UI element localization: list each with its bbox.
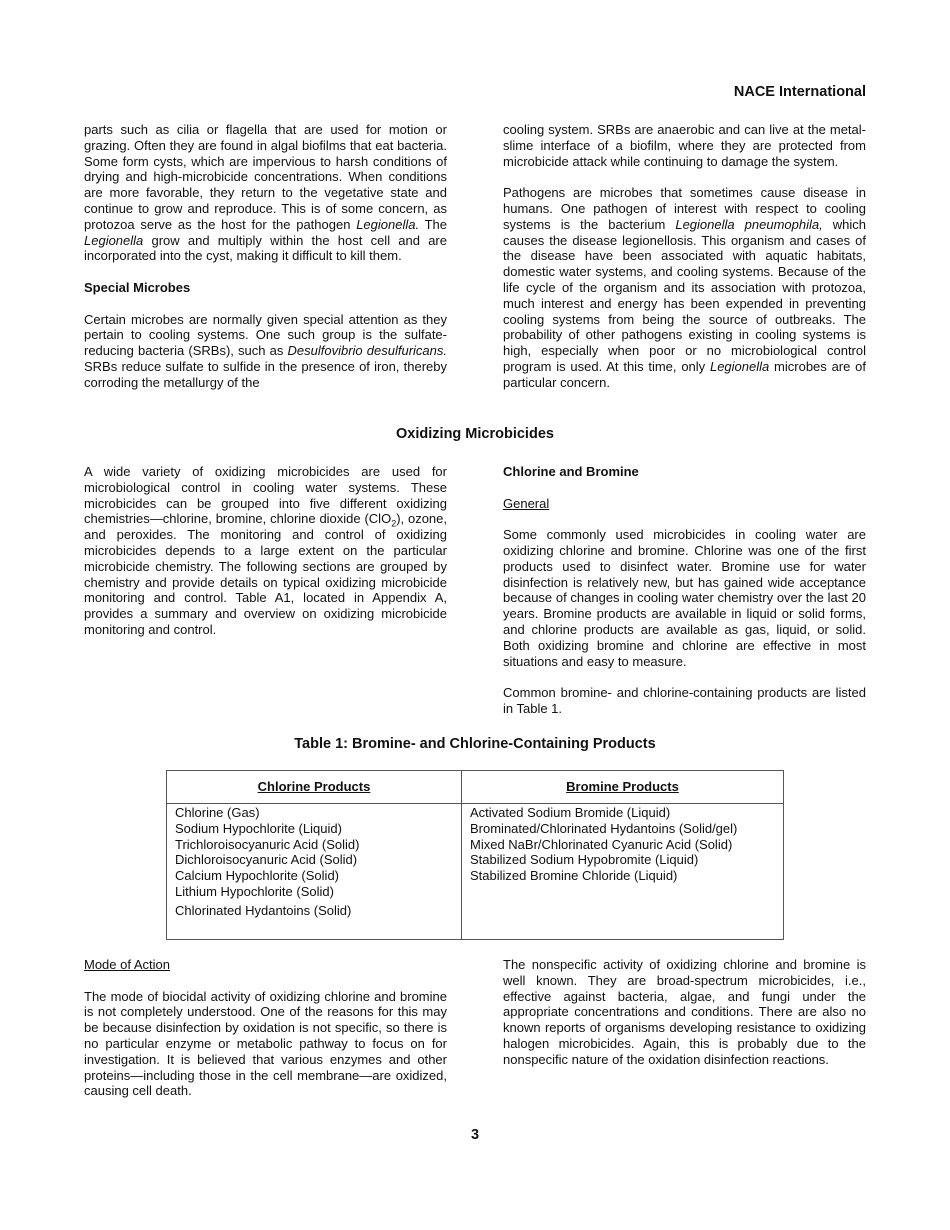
mode-of-action-subheading: Mode of Action: [84, 957, 170, 972]
chlorine-products-cell: [167, 804, 462, 940]
chlorine-product: Chlorinated Hydantoins (Solid): [175, 902, 352, 918]
srb-paragraph: Certain microbes are normally given special attention as they pertain to cooling systems. One such group is the sulfate-reducing bacteria (SRBs), such as Desulfovibrio desulfuricans. SRBs reduce sulfate to sulfide in the presence of iron, thereby corroding the metallurgy of the: [84, 311, 447, 390]
chlorine-product: Chlorine (Gas): [175, 805, 260, 820]
table-caption: Table 1: Bromine- and Chlorine-Containing Products: [294, 736, 656, 752]
chlorine-product: Dichloroisocyanuric Acid (Solid): [175, 852, 358, 868]
top-right-column: [503, 122, 866, 406]
bromine-product: Brominated/Chlorinated Hydantoins (Solid/gel): [470, 820, 738, 836]
bromine-product: Stabilized Bromine Chloride (Liquid): [470, 868, 678, 884]
bromine-product: Mixed NaBr/Chlorinated Cyanuric Acid (Solid): [470, 836, 733, 852]
protozoa-paragraph: parts such as cilia or flagella that are used for motion or grazing. Often they are found in algal biofilms that eat bacteria. Some form cysts, which are impervious to harsh conditions of drying and high-microbicide concentrations. When conditions are more favorable, they return to the vegetative state and continue to grow and reproduce. This is of some concern, as protozoa serve as the host for the pathogen Legionella. The Legionella grow and multiply within the host cell and are incorporated into the cyst, making it difficult to kill them.: [84, 122, 447, 264]
bromine-header: Bromine Products: [462, 771, 784, 804]
table-header-row: [167, 771, 784, 804]
general-paragraph: Some commonly used microbicides in cooling water are oxidizing chlorine and bromine. Chlorine was one of the first products used to disinfect water. Bromine use for water disinfection is relatively new, but has gained wide acceptance because of changes in cooling water chemistry over the last 20 years. Bromine products are available in liquid or solid forms, and chlorine products are available as gas, liquid, or solid. Both oxidizing bromine and chlorine are effective in most situations and easy to measure.: [503, 527, 866, 669]
mid-left-column: [84, 464, 447, 654]
chlorine-product: Trichloroisocyanuric Acid (Solid): [175, 836, 360, 852]
table-reference-paragraph: Common bromine- and chlorine-containing products are listed in Table 1.: [503, 685, 866, 716]
top-left-column: [84, 122, 447, 406]
bottom-left-column: [84, 957, 447, 1115]
bromine-product: Stabilized Sodium Hypobromite (Liquid): [470, 852, 699, 868]
oxidizing-intro-paragraph: A wide variety of oxidizing microbicides are used for microbiological control in cooling water systems. These microbicides can be grouped into five different oxidizing chemistries—chlorine, bromine, chlorine dioxide (ClO$_2$), ozone, and peroxides. The monitoring and control of oxidizing microbicides depends to a large extent on the particular microbicide chemistry. The following sections are grouped by chemistry and provide details on typical oxidizing microbicide monitoring and control. Table A1, located in Appendix A, provides a summary and overview on oxidizing microbicide monitoring and control.: [84, 464, 447, 637]
products-table: [166, 770, 784, 940]
bromine-product: Activated Sodium Bromide (Liquid): [470, 805, 671, 820]
bromine-products-cell: [462, 804, 784, 940]
chlorine-product: Calcium Hypochlorite (Solid): [175, 868, 339, 884]
chlorine-bromine-heading: Chlorine and Bromine: [503, 464, 639, 479]
nonspecific-activity-paragraph: The nonspecific activity of oxidizing chlorine and bromine is well known. They are broad-spectrum microbicides, i.e., effective against bacteria, algae, and fungi under the appropriate concentrations and conditions. There are also no known reports of organisms developing resistance to oxidizing halogen microbicides. Again, this is probably due to the nonspecific nature of the oxidation disinfection reactions.: [503, 957, 866, 1067]
bottom-right-column: [503, 957, 866, 1083]
chlorine-product: Sodium Hypochlorite (Liquid): [175, 820, 342, 836]
srb-continued-paragraph: cooling system. SRBs are anaerobic and can live at the metal-slime interface of a biofilm, where they are protected from microbicide attack while continuing to damage the system.: [503, 122, 866, 169]
special-microbes-heading: Special Microbes: [84, 279, 191, 295]
running-header: NACE International: [733, 84, 866, 100]
section-title: Oxidizing Microbicides: [396, 426, 554, 442]
general-subheading: General: [503, 495, 550, 511]
page-number: 3: [470, 1127, 480, 1143]
mode-of-action-paragraph: The mode of biocidal activity of oxidizing chlorine and bromine is not completely understood. One of the reasons for this may be because disinfection by oxidation is not specific, so there is no particular enzyme or metabolic pathway to focus on for investigation. It is believed that various enzymes and other proteins—including those in the cell membrane—are oxidized, causing cell death.: [84, 988, 447, 1099]
pathogens-paragraph: Pathogens are microbes that sometimes cause disease in humans. One pathogen of interest with respect to cooling systems is the bacterium Legionella pneumophila, which causes the disease legionellosis. This organism and cases of the disease have been associated with aquatic habitats, domestic water systems, and cooling systems. Because of the life cycle of the organism and its association with protozoa, much interest and energy has been expended in preventing cooling systems from being the source of outbreaks. The probability of other pathogens existing in cooling systems is high, especially when poor or no microbiological control program is used. At this time, only Legionella microbes are of particular concern.: [503, 185, 866, 390]
mid-right-column: [503, 464, 866, 733]
chlorine-product: Lithium Hypochlorite (Solid): [175, 883, 334, 899]
chlorine-header: Chlorine Products: [167, 771, 462, 804]
table-body-row: [167, 804, 784, 940]
